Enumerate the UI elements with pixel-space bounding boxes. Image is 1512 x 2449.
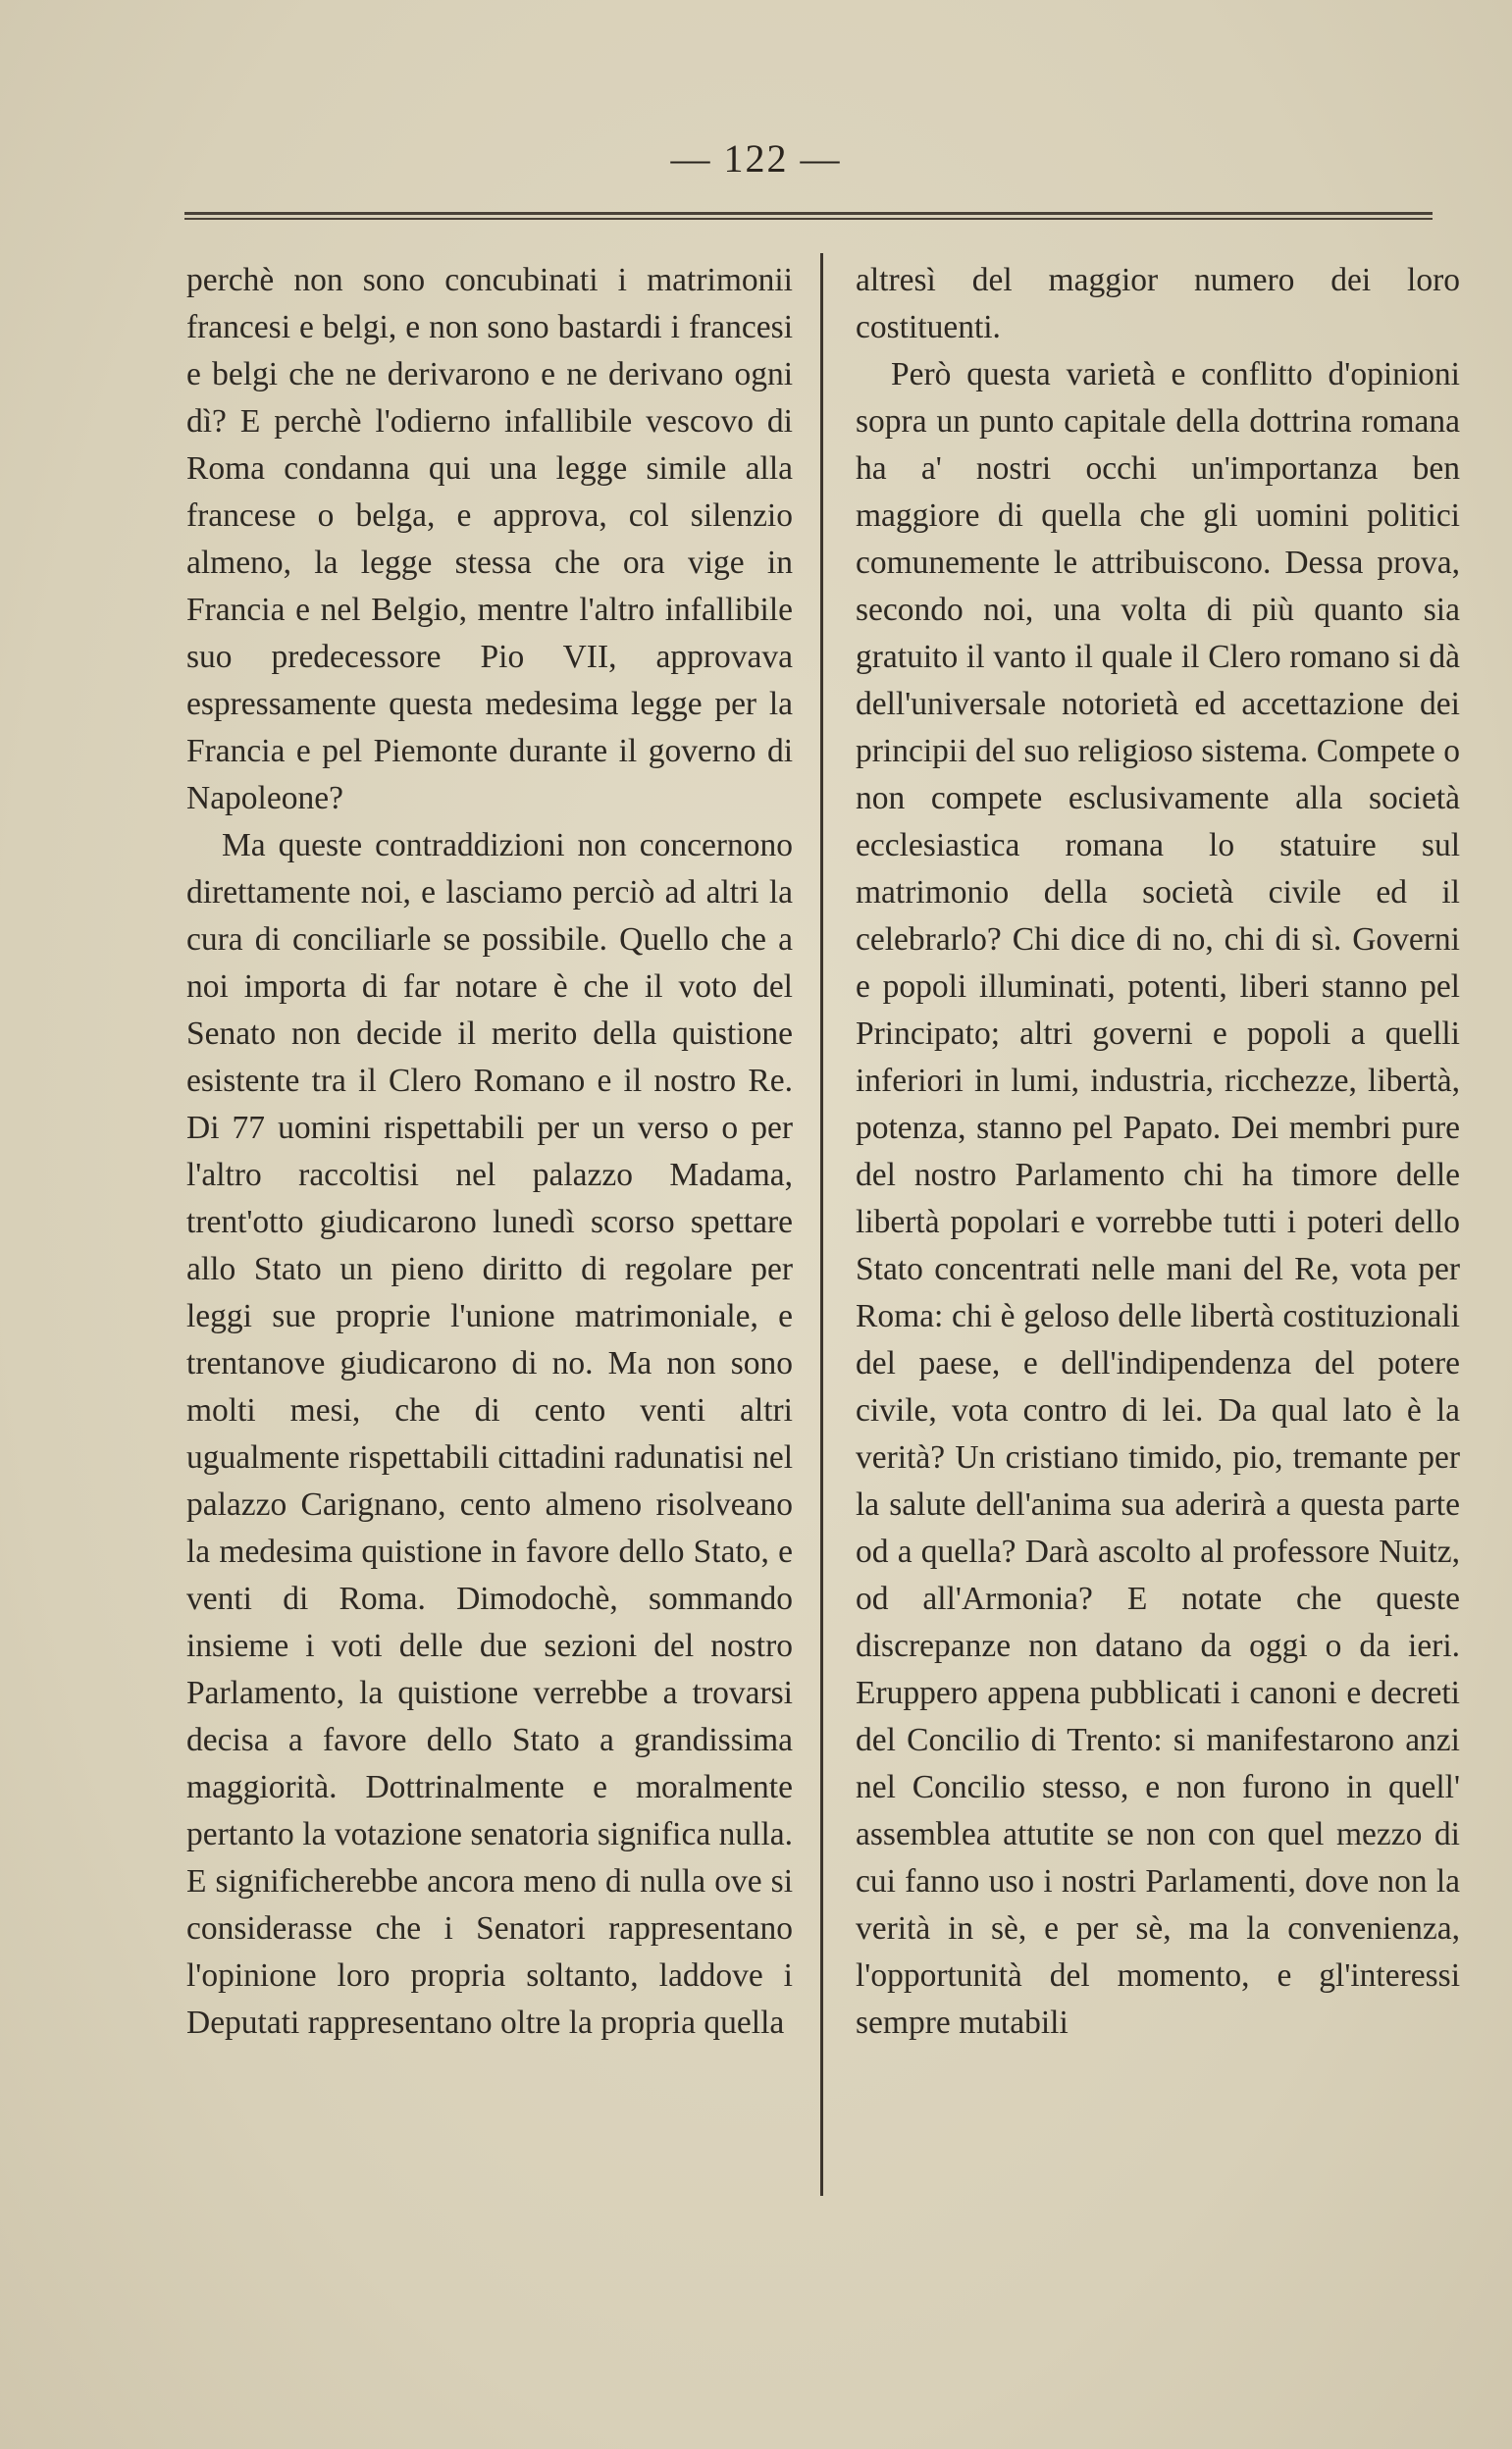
left-paragraph-1: perchè non sono concubinati i matrimonii francesi e belgi, e non sono bastardi i francesi e belgi che ne derivarono e ne derivano ogni dì? E perchè l'odierno infallibile vescovo di Roma condanna qui una legge simile alla francese o belga, e approva, col silenzio almeno, la legge stessa che ora vige in Francia e nel Belgio, mentre l'altro infallibile suo predecessore Pio VII, approvava espressamente questa medesima legge per la Francia e pel Piemonte durante il governo di Napoleone? (186, 262, 793, 816)
right-paragraph-2: Però questa varietà e conflitto d'opinioni sopra un punto capitale della dottrina romana ha a' nostri occhi un'importanza ben maggiore di quella che gli uomini politici comunemente le attribuiscono. Dessa prova, secondo noi, una volta di più quanto sia gratuito il vanto il quale il Clero romano si dà dell'universale notorietà ed accettazione dei principii del suo religioso sistema. Compete o non compete esclusivamente alla società ecclesiastica romana lo statuire sul matrimonio della società civile ed il celebrarlo? Chi dice di no, chi di sì. Governi e popoli illuminati, potenti, liberi stanno pel Principato; altri governi e popoli a quelli inferiori in lumi, industria, ricchezze, libertà, potenza, stanno pel Papato. Dei membri pure del nostro Parlamento chi ha timore delle libertà popolari e vorrebbe tutti i poteri dello Stato concentrati nelle mani del Re, vota per Roma: chi è geloso delle libertà costituzionali del paese, e dell'indipendenza del potere civile, vota contro di lei. Da qual lato è la verità? Un cristiano timido, pio, tremante per la salute dell'anima sua aderirà a questa parte od a quella? Darà ascolto al professore Nuitz, od all'Armonia? E notate che queste discrepanze non datano da oggi o da ieri. Eruppero appena pubblicati i canoni e decreti del Concilio di Trento: si manifestarono anzi nel Concilio stesso, e non furono in quell' assemblea attutite se non con quel mezzo di cui fanno uso i nostri Parlamenti, dove non la verità in sè, e per sè, ma la convenienza, l'opportunità del momento, e gl'interessi sempre mutabili (856, 356, 1460, 2041)
left-paragraph-2: Ma queste contraddizioni non concernono direttamente noi, e lasciamo perciò ad altri la cura di conciliarle se possibile. Quello che a noi importa di far notare è che il voto del Senato non decide il merito della quistione esistente tra il Clero Romano e il nostro Re. Di 77 uomini rispettabili per un verso o per l'altro raccoltisi nel palazzo Madama, trent'otto giudicarono lunedì scorso spettare allo Stato un pieno diritto di regolare per leggi sue proprie l'unione matrimoniale, e trentanove giudicarono di no. Ma non sono molti mesi, che di cento venti altri ugualmente rispettabili cittadini radunatisi nel palazzo Carignano, cento almeno risolveano la medesima quistione in favore dello Stato, e venti di Roma. Dimodochè, sommando insieme i voti delle due sezioni del nostro Parlamento, la quistione verrebbe a trovarsi decisa a favore dello Stato a grandissima maggiorità. Dottrinalmente e moralmente pertanto la votazione senatoria significa nulla. E significherebbe ancora meno di nulla ove si considerasse che i Senatori rappresentano l'opinione loro propria soltanto, laddove i Deputati rappresentano oltre la propria quella (186, 827, 793, 2041)
right-column (856, 257, 1460, 2047)
header-rule (184, 212, 1433, 220)
left-column (186, 257, 793, 2047)
right-paragraph-1: altresì del maggior numero dei loro costituenti. (856, 262, 1460, 345)
page-number: — 122 — (670, 136, 842, 181)
column-divider (820, 253, 823, 2196)
